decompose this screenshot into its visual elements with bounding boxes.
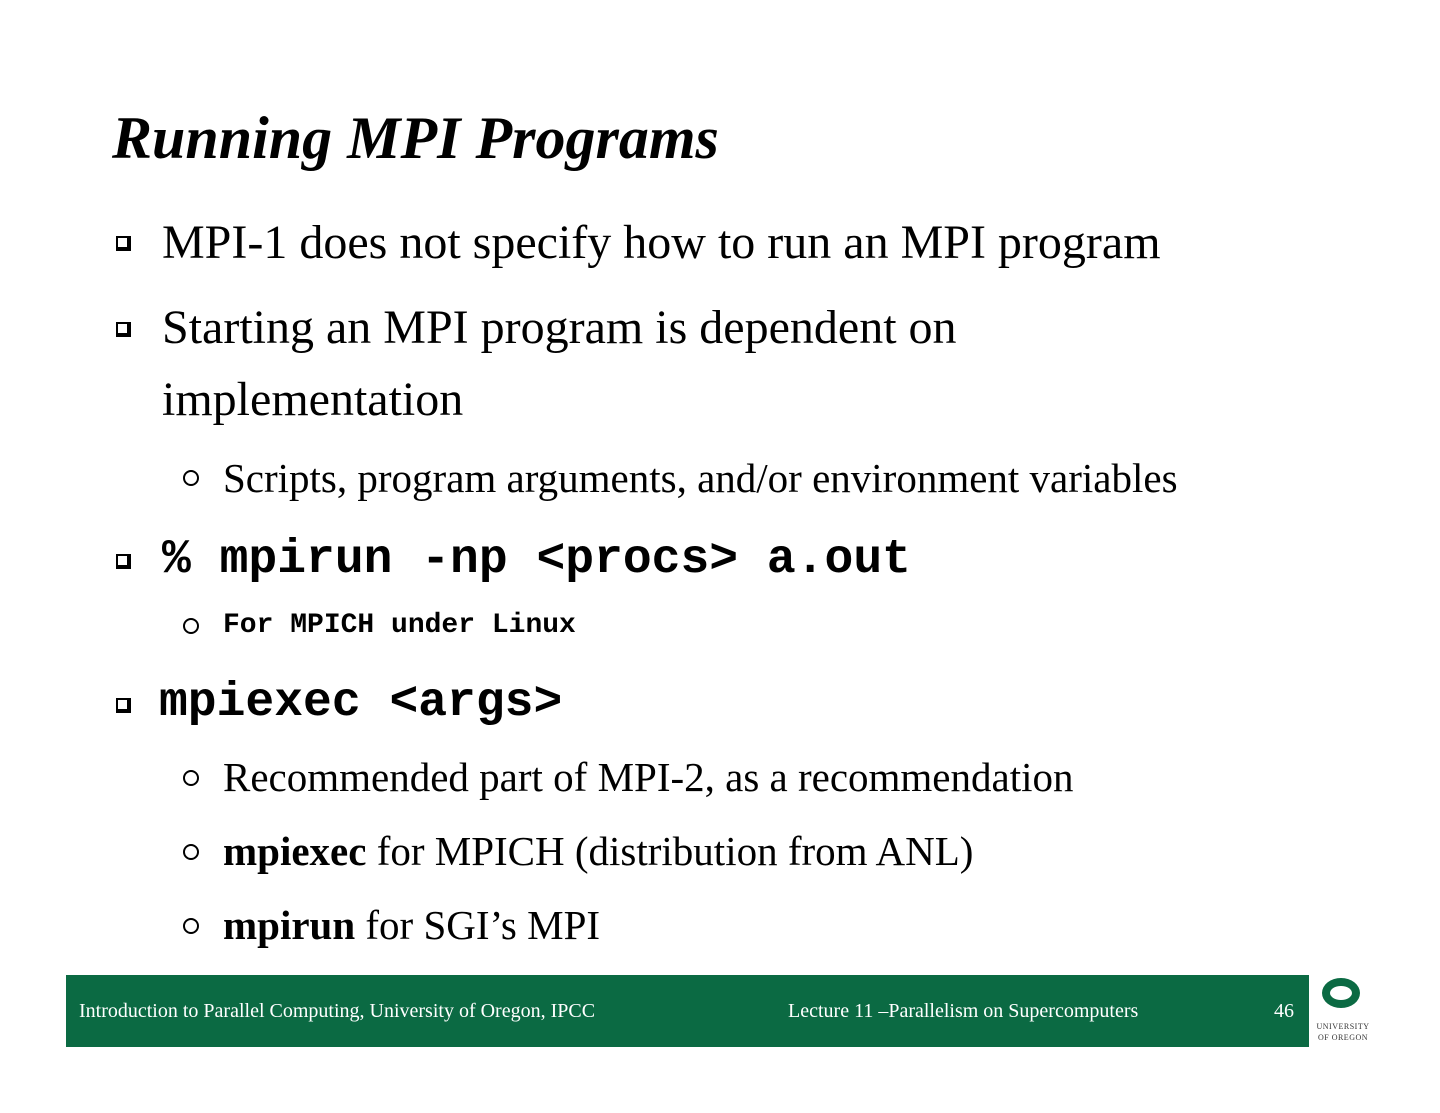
square-bullet-icon — [116, 322, 131, 337]
circle-bullet-icon — [183, 918, 199, 934]
footer-course: Introduction to Parallel Computing, University of Oregon, IPCC — [79, 1000, 596, 1022]
circle-bullet-icon — [183, 618, 199, 634]
code-bullet-text: % mpirun -np <procs> a.out — [162, 533, 911, 587]
command-name: mpiexec — [223, 828, 367, 874]
square-bullet-icon — [116, 236, 131, 251]
circle-bullet-icon — [183, 844, 199, 860]
bullet-text: Starting an MPI program is dependent on — [162, 301, 957, 354]
footer-lecture: Lecture 11 –Parallelism on Supercomputers — [788, 1000, 1139, 1022]
logo-text-line2: OF OREGON — [1317, 1033, 1369, 1042]
sub-bullet-code-text: For MPICH under Linux — [223, 610, 576, 641]
sub-bullet-text: Scripts, program arguments, and/or environment variables — [223, 455, 1178, 501]
circle-bullet-icon — [183, 770, 199, 786]
command-name: mpirun — [223, 902, 356, 948]
square-bullet-icon — [116, 554, 131, 569]
sub-bullet-text: Recommended part of MPI-2, as a recommendation — [223, 754, 1074, 800]
bullet-text-continued: implementation — [162, 373, 464, 426]
footer-bar — [66, 975, 1309, 1047]
slide-title: Running MPI Programs — [112, 105, 719, 171]
page-number: 46 — [1274, 1000, 1294, 1022]
bullet-text: MPI-1 does not specify how to run an MPI program — [162, 216, 1161, 269]
sub-bullet-rest: for SGI’s MPI — [355, 902, 601, 948]
circle-bullet-icon — [183, 470, 199, 486]
sub-bullet-text — [223, 821, 973, 881]
sub-bullet-rest: for MPICH (distribution from ANL) — [366, 828, 974, 874]
logo-text-line1: UNIVERSITY — [1316, 1022, 1370, 1031]
university-logo — [1313, 975, 1373, 1047]
code-bullet-text: mpiexec <args> — [159, 676, 563, 730]
sub-bullet-text — [223, 895, 600, 955]
oregon-o-icon — [1322, 978, 1360, 1008]
square-bullet-icon — [116, 698, 131, 713]
